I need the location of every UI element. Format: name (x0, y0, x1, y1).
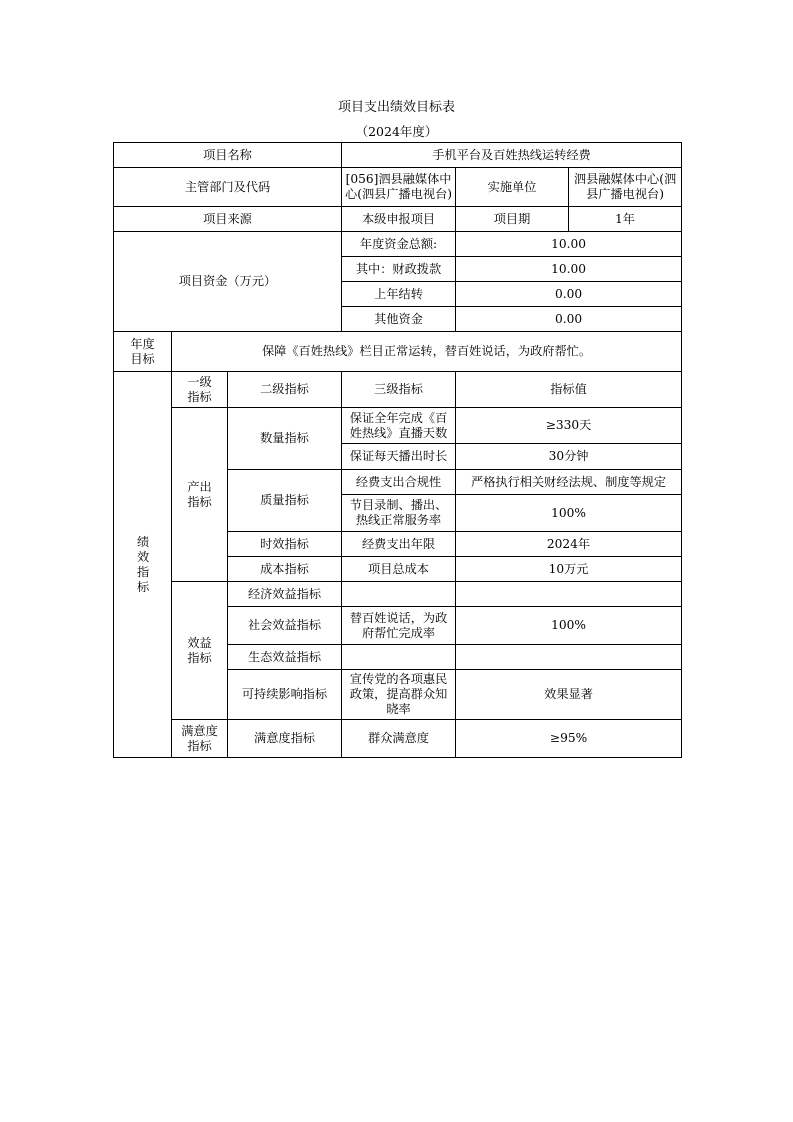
label-source: 项目来源 (114, 207, 342, 232)
value-carryover: 0.00 (456, 282, 682, 307)
label-annual-goal: 年度目标 (114, 332, 172, 372)
output-cost-l2: 成本指标 (228, 557, 342, 582)
output-quality-val-2: 100% (456, 495, 682, 532)
value-project-name: 手机平台及百姓热线运转经费 (342, 143, 682, 168)
benefit-eco-l3 (342, 645, 456, 670)
label-annual-total: 年度资金总额: (342, 232, 456, 257)
output-quantity-l3-2: 保证每天播出时长 (342, 444, 456, 470)
label-benefit: 效益指标 (172, 582, 228, 720)
satisfaction-l2: 满意度指标 (228, 720, 342, 758)
benefit-economic-l3 (342, 582, 456, 607)
output-quantity-l3-1: 保证全年完成《百姓热线》直播天数 (342, 408, 456, 444)
performance-target-table (113, 142, 682, 758)
value-annual-goal: 保障《百姓热线》栏目正常运转，替百姓说话，为政府帮忙。 (172, 332, 682, 372)
value-fiscal: 10.00 (456, 257, 682, 282)
header-level3: 三级指标 (342, 372, 456, 408)
benefit-sustain-l2: 可持续影响指标 (228, 670, 342, 720)
label-funds: 项目资金（万元） (114, 232, 342, 332)
header-level1: 一级指标 (172, 372, 228, 408)
benefit-sustain-l3: 宣传党的各项惠民政策，提高群众知晓率 (342, 670, 456, 720)
benefit-eco-val (456, 645, 682, 670)
label-impl-unit: 实施单位 (456, 168, 569, 207)
header-level2: 二级指标 (228, 372, 342, 408)
output-quality-l3-2: 节目录制、播出、热线正常服务率 (342, 495, 456, 532)
row-dept (114, 168, 682, 207)
row-benefit-economic (114, 582, 682, 607)
output-quality-l3-1: 经费支出合规性 (342, 470, 456, 495)
output-quantity-val-1: ≥330天 (456, 408, 682, 444)
value-period: 1年 (569, 207, 682, 232)
row-indicator-header (114, 372, 682, 408)
value-dept: [056]泗县融媒体中心(泗县广播电视台) (342, 168, 456, 207)
row-project-name (114, 143, 682, 168)
label-project-name: 项目名称 (114, 143, 342, 168)
satisfaction-l3: 群众满意度 (342, 720, 456, 758)
label-satisfaction: 满意度指标 (172, 720, 228, 758)
label-carryover: 上年结转 (342, 282, 456, 307)
label-output: 产出指标 (172, 408, 228, 582)
benefit-economic-val (456, 582, 682, 607)
value-annual-total: 10.00 (456, 232, 682, 257)
row-annual-goal (114, 332, 682, 372)
fiscal-year: （2024年度） (355, 124, 438, 139)
benefit-economic-l2: 经济效益指标 (228, 582, 342, 607)
satisfaction-val: ≥95% (456, 720, 682, 758)
row-output-quantity-1 (114, 408, 682, 444)
output-cost-val: 10万元 (456, 557, 682, 582)
label-perf-indicator: 绩效指标 (114, 372, 172, 758)
page-title: 项目支出绩效目标表 (337, 100, 455, 115)
output-quantity-val-2: 30分钟 (456, 444, 682, 470)
benefit-social-l3: 替百姓说话，为政府帮忙完成率 (342, 607, 456, 645)
benefit-eco-l2: 生态效益指标 (228, 645, 342, 670)
output-time-l2: 时效指标 (228, 532, 342, 557)
value-source: 本级申报项目 (342, 207, 456, 232)
output-quality-l2: 质量指标 (228, 470, 342, 532)
label-period: 项目期 (456, 207, 569, 232)
value-other: 0.00 (456, 307, 682, 332)
row-source (114, 207, 682, 232)
benefit-social-l2: 社会效益指标 (228, 607, 342, 645)
benefit-sustain-val: 效果显著 (456, 670, 682, 720)
row-satisfaction (114, 720, 682, 758)
output-quality-val-1: 严格执行相关财经法规、制度等规定 (456, 470, 682, 495)
label-dept: 主管部门及代码 (114, 168, 342, 207)
output-cost-l3: 项目总成本 (342, 557, 456, 582)
output-quantity-l2: 数量指标 (228, 408, 342, 470)
value-impl-unit: 泗县融媒体中心(泗县广播电视台) (569, 168, 682, 207)
label-fiscal: 其中：财政拨款 (342, 257, 456, 282)
benefit-social-val: 100% (456, 607, 682, 645)
output-time-val: 2024年 (456, 532, 682, 557)
label-other: 其他资金 (342, 307, 456, 332)
row-annual-total (114, 232, 682, 257)
header-value: 指标值 (456, 372, 682, 408)
output-time-l3: 经费支出年限 (342, 532, 456, 557)
